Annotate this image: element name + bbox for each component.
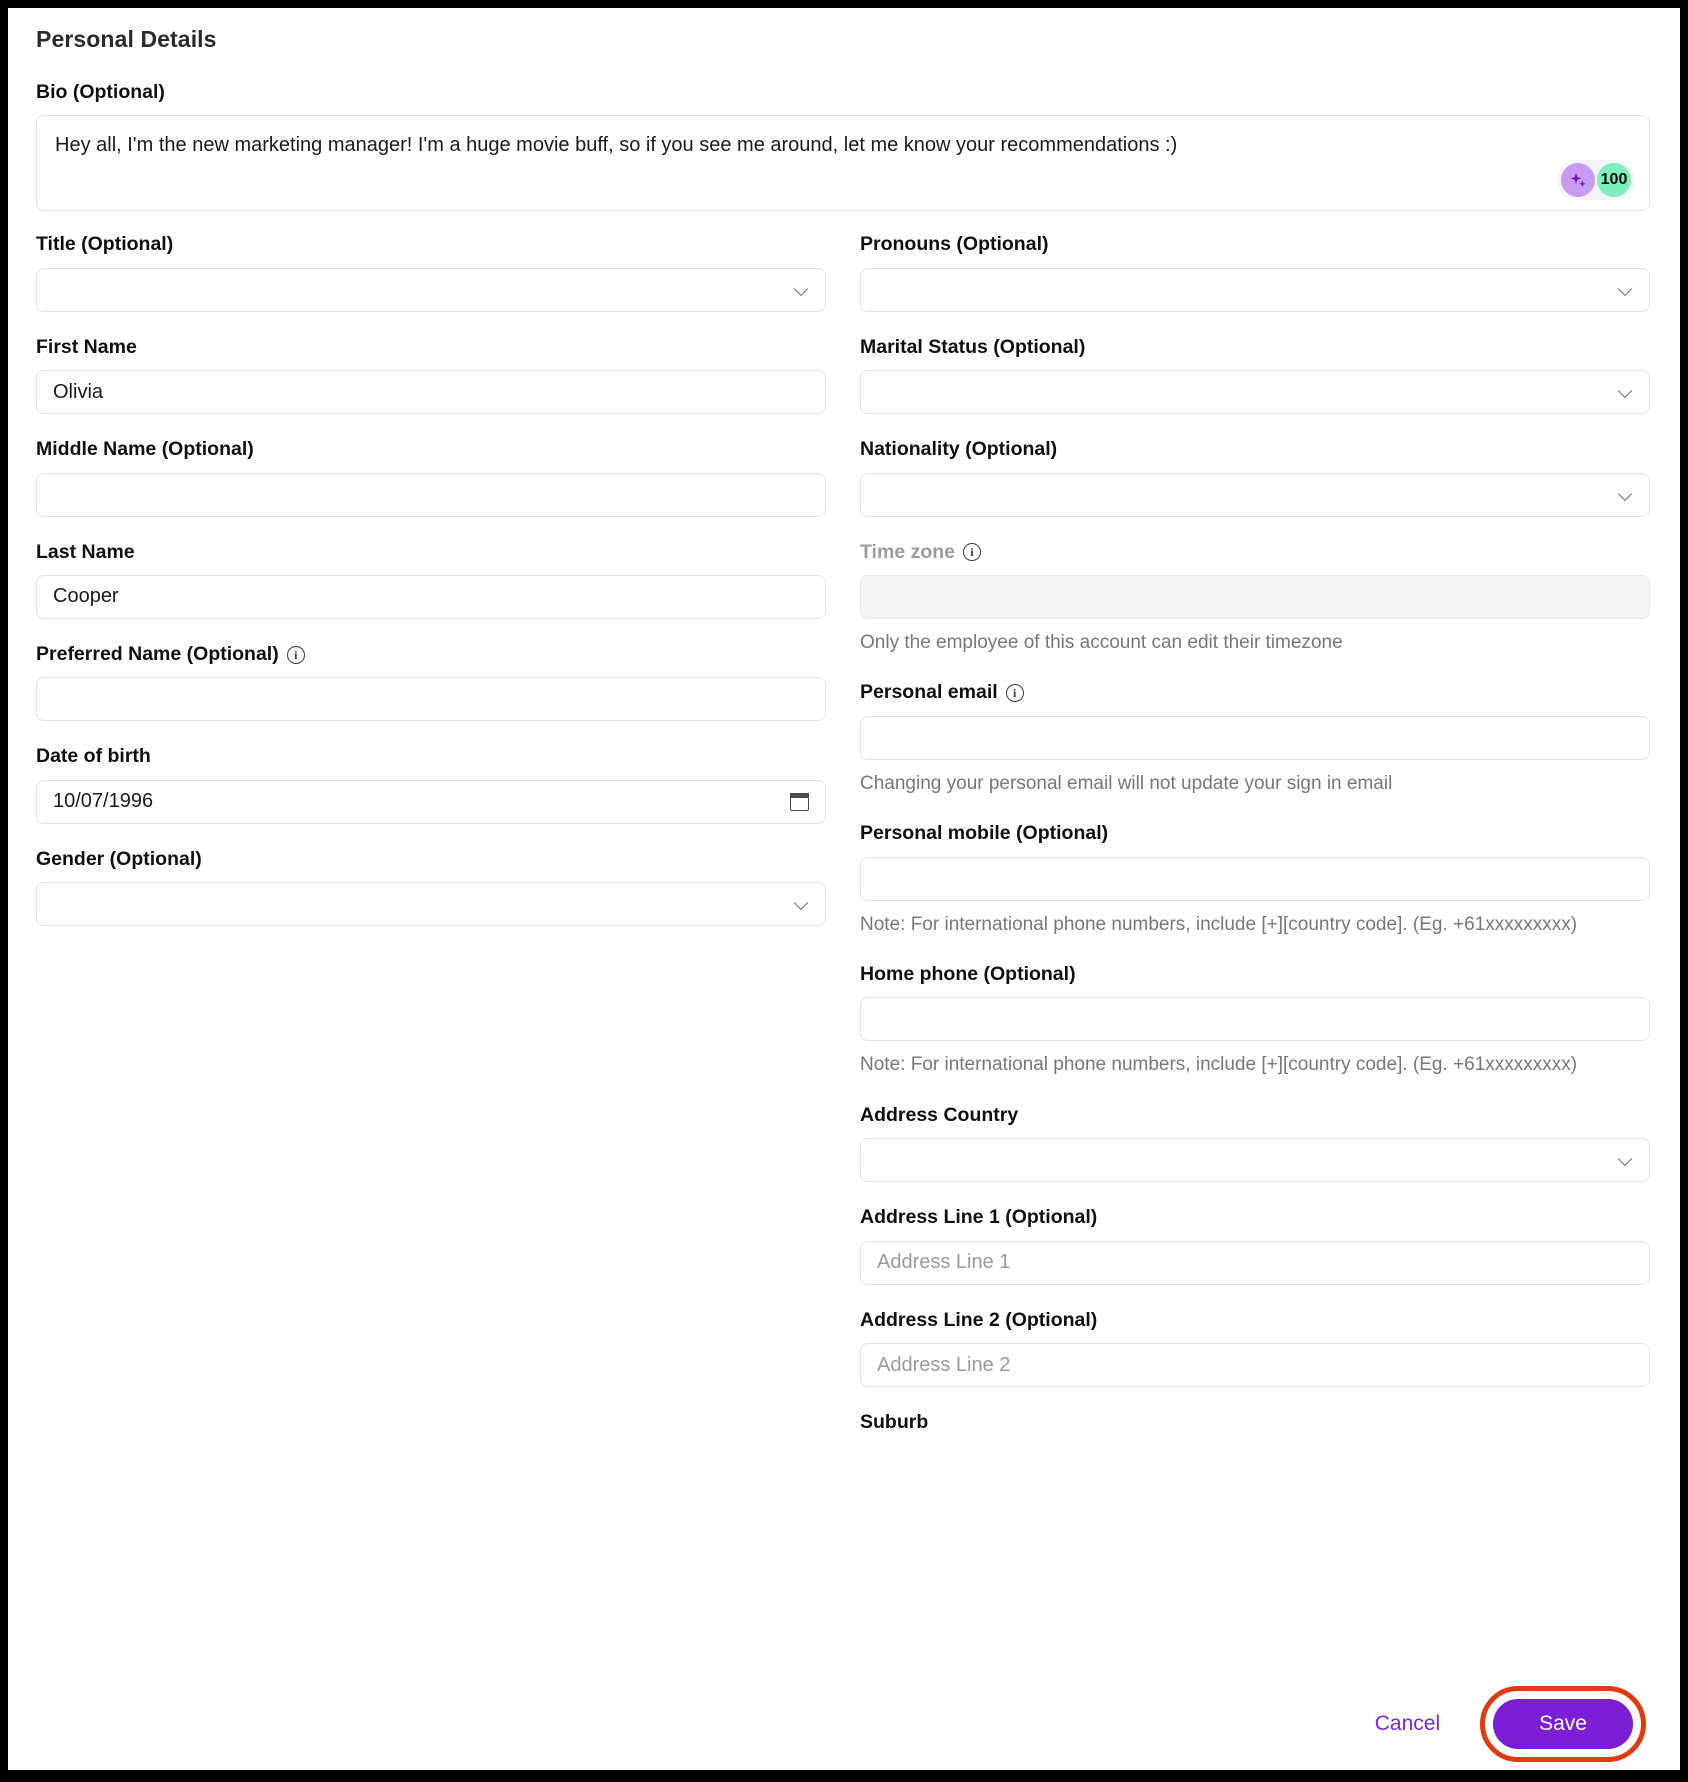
home-phone-label xyxy=(860,963,1650,986)
chevron-down-icon xyxy=(795,283,809,297)
address-line-1-placeholder: Address Line 1 xyxy=(877,1251,1011,1274)
info-icon[interactable]: i xyxy=(1006,684,1024,702)
address-country-label xyxy=(860,1104,1650,1127)
bio-value: Hey all, I'm the new marketing manager! I'm a huge movie buff, so if you see me around, let me know your recommendations :) xyxy=(55,134,1178,157)
nationality-field xyxy=(860,438,1650,516)
preferred-name-label-text: Preferred Name (Optional) xyxy=(36,642,279,665)
sparkle-icon[interactable] xyxy=(1561,163,1595,197)
bio-field xyxy=(36,81,1652,211)
bio-label-text: Bio (Optional) xyxy=(36,81,165,103)
marital-status-label xyxy=(860,336,1650,359)
date-of-birth-label xyxy=(36,745,826,768)
bio-badge-group xyxy=(1557,160,1635,200)
address-line-2-label xyxy=(860,1309,1650,1332)
middle-name-input[interactable] xyxy=(36,473,826,517)
home-phone-input[interactable] xyxy=(860,997,1650,1041)
marital-status-field xyxy=(860,336,1650,414)
right-column xyxy=(860,233,1650,1458)
last-name-label xyxy=(36,541,826,564)
address-line-1-field xyxy=(860,1206,1650,1284)
bio-textarea[interactable] xyxy=(36,115,1650,211)
nationality-label xyxy=(860,438,1650,461)
chevron-down-icon xyxy=(1619,283,1633,297)
marital-status-label-text: Marital Status (Optional) xyxy=(860,335,1086,358)
pronouns-select[interactable] xyxy=(860,268,1650,312)
preferred-name-field xyxy=(36,643,826,721)
first-name-value: Olivia xyxy=(53,380,104,403)
suburb-label-text: Suburb xyxy=(860,1411,929,1434)
bio-label xyxy=(36,81,1652,104)
form-scroll-area[interactable] xyxy=(8,8,1680,1680)
title-select[interactable] xyxy=(36,268,826,312)
home-phone-hint: Note: For international phone numbers, include [+][country code]. (Eg. +61xxxxxxxxx) xyxy=(860,1054,1578,1076)
personal-mobile-label-text: Personal mobile (Optional) xyxy=(860,822,1109,845)
last-name-field xyxy=(36,541,826,619)
chevron-down-icon xyxy=(1619,1153,1633,1167)
save-button-highlight xyxy=(1480,1686,1646,1762)
preferred-name-input[interactable] xyxy=(36,677,826,721)
chevron-down-icon xyxy=(795,897,809,911)
time-zone-hint: Only the employee of this account can edit their timezone xyxy=(860,631,1343,653)
date-of-birth-label-text: Date of birth xyxy=(36,745,151,768)
personal-email-input[interactable] xyxy=(860,716,1650,760)
address-line-1-label-text: Address Line 1 (Optional) xyxy=(860,1206,1098,1229)
address-line-1-label xyxy=(860,1206,1650,1229)
personal-email-label-text: Personal email xyxy=(860,681,998,704)
date-of-birth-input[interactable] xyxy=(36,780,826,824)
personal-mobile-field xyxy=(860,822,1650,939)
time-zone-input xyxy=(860,575,1650,619)
info-icon[interactable]: i xyxy=(963,543,981,561)
left-column xyxy=(36,233,826,950)
info-icon[interactable]: i xyxy=(287,646,305,664)
gender-field xyxy=(36,848,826,926)
personal-mobile-input[interactable] xyxy=(860,857,1650,901)
address-country-field xyxy=(860,1104,1650,1182)
title-field xyxy=(36,233,826,311)
calendar-icon[interactable] xyxy=(790,793,809,811)
nationality-select[interactable] xyxy=(860,473,1650,517)
middle-name-label xyxy=(36,438,826,461)
address-line-2-input[interactable] xyxy=(860,1343,1650,1387)
gender-label xyxy=(36,848,826,871)
pronouns-field xyxy=(860,233,1650,311)
personal-email-hint: Changing your personal email will not update your sign in email xyxy=(860,772,1393,794)
chevron-down-icon xyxy=(1619,385,1633,399)
pronouns-label xyxy=(860,233,1650,256)
form-columns xyxy=(36,233,1652,1458)
suburb-label xyxy=(860,1411,1650,1434)
save-button[interactable]: Save xyxy=(1490,1696,1636,1752)
first-name-input[interactable] xyxy=(36,370,826,414)
time-zone-field xyxy=(860,541,1650,658)
address-country-select[interactable] xyxy=(860,1138,1650,1182)
address-line-2-field xyxy=(860,1309,1650,1387)
middle-name-field xyxy=(36,438,826,516)
last-name-input[interactable] xyxy=(36,575,826,619)
nationality-label-text: Nationality (Optional) xyxy=(860,438,1058,461)
first-name-field xyxy=(36,336,826,414)
preferred-name-label xyxy=(36,643,826,666)
first-name-label-text: First Name xyxy=(36,335,137,358)
personal-mobile-label xyxy=(860,822,1650,845)
gender-label-text: Gender (Optional) xyxy=(36,847,202,870)
form-action-bar xyxy=(8,1678,1680,1770)
home-phone-field xyxy=(860,963,1650,1080)
personal-email-field xyxy=(860,681,1650,798)
last-name-label-text: Last Name xyxy=(36,540,135,563)
address-line-1-input[interactable] xyxy=(860,1241,1650,1285)
address-line-2-placeholder: Address Line 2 xyxy=(877,1353,1011,1376)
personal-details-panel xyxy=(8,8,1680,1770)
last-name-value: Cooper xyxy=(53,585,119,608)
middle-name-label-text: Middle Name (Optional) xyxy=(36,438,254,461)
cancel-button[interactable]: Cancel xyxy=(1365,1704,1450,1744)
address-country-label-text: Address Country xyxy=(860,1103,1019,1126)
marital-status-select[interactable] xyxy=(860,370,1650,414)
title-label-text: Title (Optional) xyxy=(36,233,174,256)
chevron-down-icon xyxy=(1619,488,1633,502)
pronouns-label-text: Pronouns (Optional) xyxy=(860,233,1049,256)
gender-select[interactable] xyxy=(36,882,826,926)
time-zone-label xyxy=(860,541,1650,564)
personal-mobile-hint: Note: For international phone numbers, include [+][country code]. (Eg. +61xxxxxxxxx) xyxy=(860,913,1578,935)
date-of-birth-field xyxy=(36,745,826,823)
first-name-label xyxy=(36,336,826,359)
title-label xyxy=(36,233,826,256)
suburb-field xyxy=(860,1411,1650,1434)
character-count-badge: 100 xyxy=(1597,163,1631,197)
address-line-2-label-text: Address Line 2 (Optional) xyxy=(860,1308,1098,1331)
date-of-birth-value: 10/07/1996 xyxy=(53,790,154,813)
personal-email-label xyxy=(860,681,1650,704)
page-title: Personal Details xyxy=(36,26,217,52)
home-phone-label-text: Home phone (Optional) xyxy=(860,963,1076,986)
time-zone-label-text: Time zone xyxy=(860,540,955,563)
